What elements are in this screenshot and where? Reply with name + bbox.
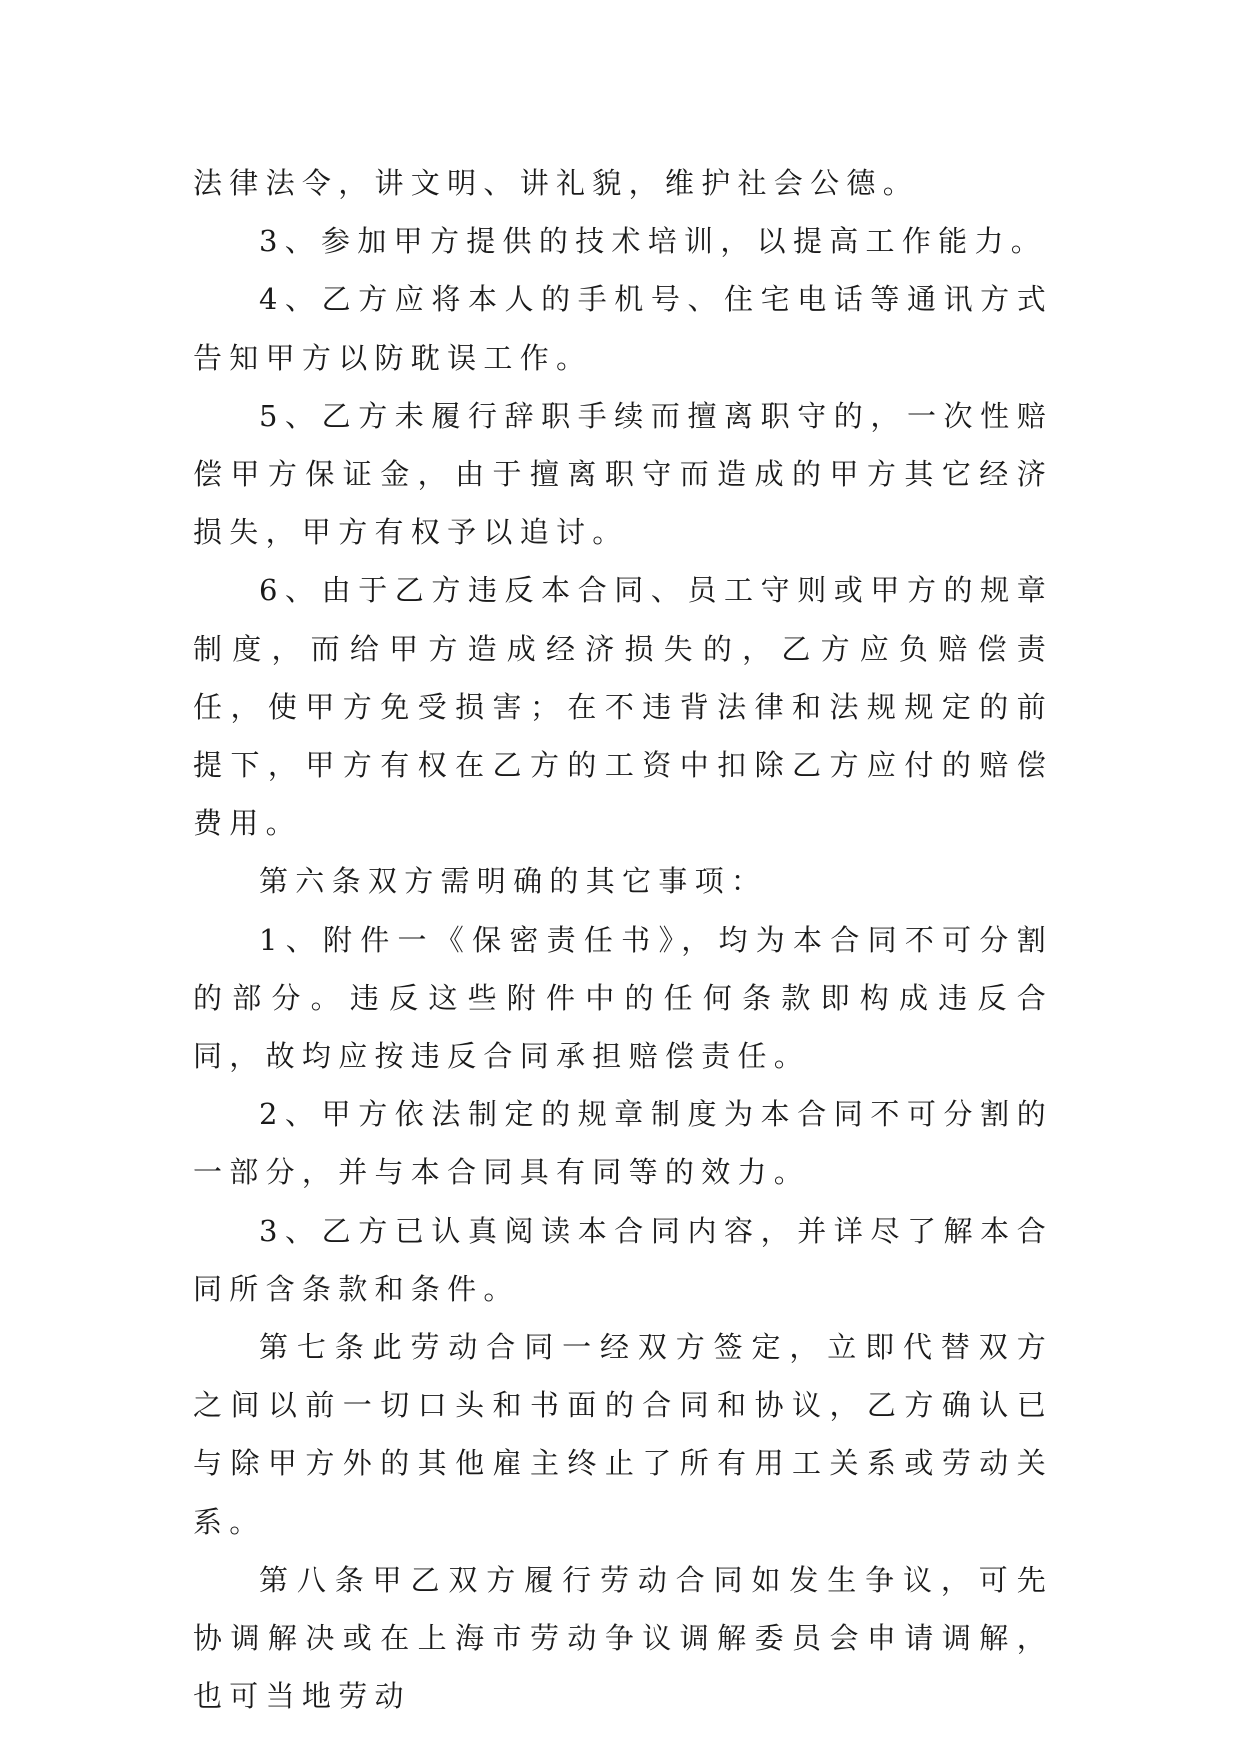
paragraph-item-3-training: 3、参加甲方提供的技术培训，以提高工作能力。 bbox=[259, 224, 1048, 259]
article-6-heading: 第六条双方需明确的其它事项： bbox=[259, 864, 768, 899]
paragraph-item-6-compensation: 6、由于乙方违反本合同、员工守则或甲方的规章制度，而给甲方造成经济损失的，乙方应负赔偿责任，使甲方免受损害；在不违背法律和法规规定的前提下，甲方有权在乙方的工资中扣除乙方应付的赔偿费用。 bbox=[193, 573, 1053, 841]
paragraph-item-4-contact: 4、乙方应将本人的手机号、住宅电话等通讯方式告知甲方以防耽误工作。 bbox=[193, 282, 1053, 375]
paragraph-article-6-item-2: 2、甲方依法制定的规章制度为本合同不可分割的一部分，并与本合同具有同等的效力。 bbox=[193, 1097, 1053, 1190]
paragraph-article-6-item-3: 3、乙方已认真阅读本合同内容，并详尽了解本合同所含条款和条件。 bbox=[193, 1213, 1053, 1306]
paragraph-article-7: 第七条此劳动合同一经双方签定，立即代替双方之间以前一切口头和书面的合同和协议，乙方确认已与除甲方外的其他雇主终止了所有用工关系或劳动关系。 bbox=[193, 1330, 1053, 1539]
paragraph-item-5-resignation: 5、乙方未履行辞职手续而擅离职守的，一次性赔偿甲方保证金，由于擅离职守而造成的甲方其它经济损失，甲方有权予以追讨。 bbox=[193, 398, 1053, 550]
paragraph-continuation: 法律法令，讲文明、讲礼貌，维护社会公德。 bbox=[193, 166, 920, 200]
document-body bbox=[193, 154, 1053, 1725]
paragraph-article-6-item-1: 1、附件一《保密责任书》，均为本合同不可分割的部分。违反这些附件中的任何条款即构成违反合同，故均应按违反合同承担赔偿责任。 bbox=[193, 922, 1053, 1074]
paragraph-article-8: 第八条甲乙双方履行劳动合同如发生争议，可先协调解决或在上海市劳动争议调解委员会申请调解，也可当地劳动 bbox=[193, 1562, 1053, 1714]
